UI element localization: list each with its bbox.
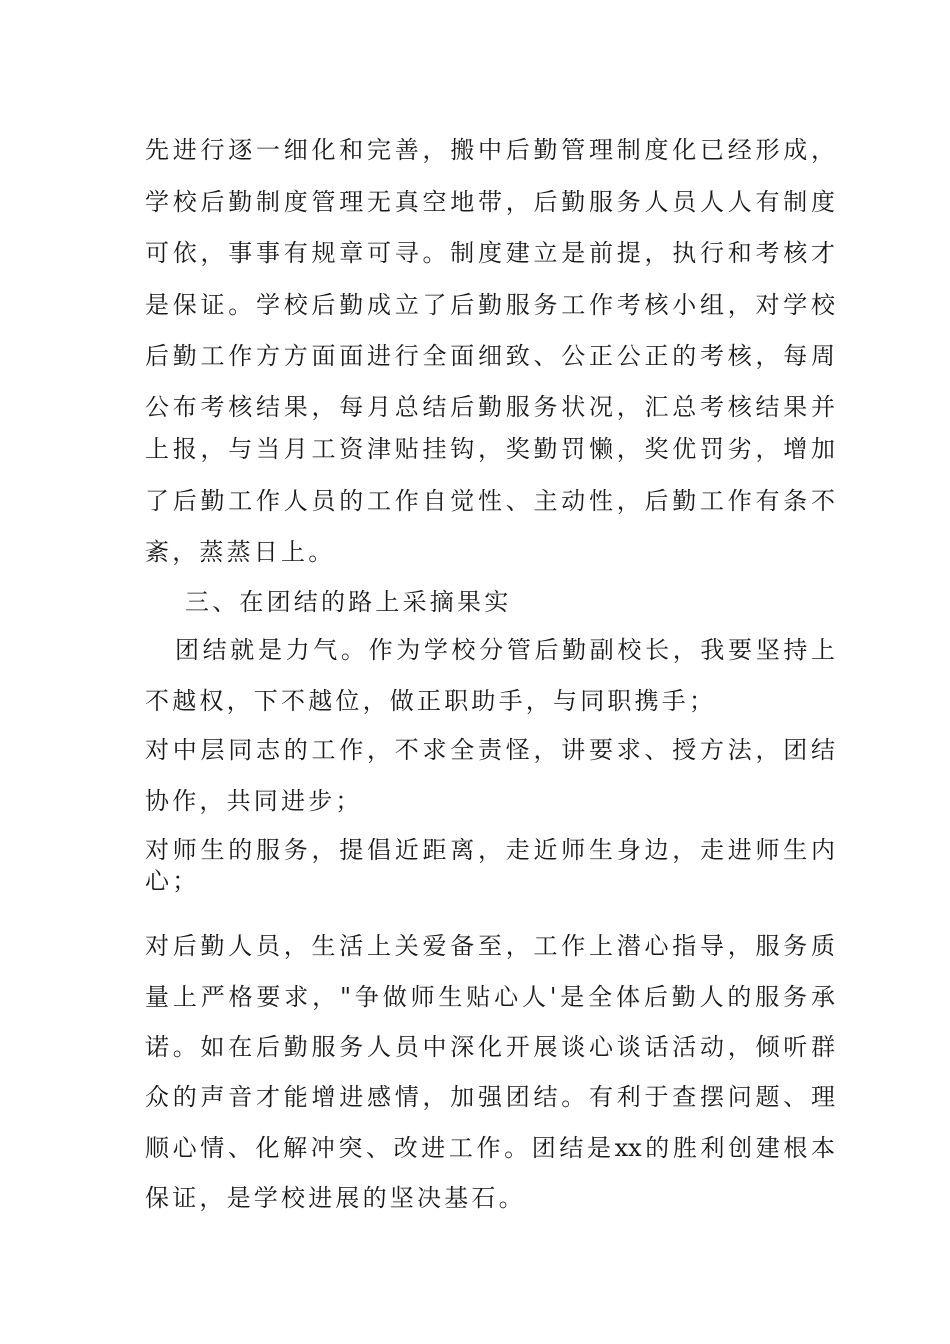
text-line: 顺心情、化解冲突、改进工作。团结是xx的胜利创建根本 [145,1134,835,1162]
section-heading: 三、在团结的路上采摘果实 [185,588,512,616]
text-line: 不越权，下不越位，做正职助手，与同职携手； [145,687,717,715]
text-line: 保证，是学校进展的坚决基石。 [145,1184,526,1212]
text-line: 心； [145,867,200,895]
text-line: 众的声音才能增进感情，加强团结。有利于查摆问题、理 [145,1083,835,1111]
text-line: 对师生的服务，提倡近距离，走近师生身边，走进师生内 [145,836,835,864]
text-line: 对中层同志的工作，不求全责怪，讲要求、授方法，团结 [145,736,835,764]
text-line: 可依，事事有规章可寻。制度建立是前提，执行和考核才 [145,239,835,267]
text-line: 诺。如在后勤服务人员中深化开展谈心谈话活动，倾听群 [145,1033,835,1061]
text-line: 上报，与当月工资津贴挂钩，奖勤罚懒，奖优罚劣，增加 [145,435,835,463]
text-line: 公布考核结果，每月总结后勤服务状况，汇总考核结果并 [145,393,835,421]
text-line: 了后勤工作人员的工作自觉性、主动性，后勤工作有条不 [145,487,835,515]
text-line: 紊，蒸蒸日上。 [145,538,336,566]
text-line: 对后勤人员，生活上关爱备至，工作上潜心指导，服务质 [145,932,835,960]
text-line: 先进行逐一细化和完善，搬中后勤管理制度化已经形成， [145,136,835,164]
text-line: 后勤工作方方面面进行全面细致、公正公正的考核，每周 [145,342,835,370]
text-line: 团结就是力气。作为学校分管后勤副校长，我要坚持上 [175,636,835,664]
text-line: 是保证。学校后勤成立了后勤服务工作考核小组，对学校 [145,291,835,319]
text-line: 量上严格要求，"争做师生贴心人'是全体后勤人的服务承 [145,983,835,1011]
text-line: 协作，共同进步； [145,787,363,815]
text-line: 学校后勤制度管理无真空地带，后勤服务人员人人有制度 [145,188,835,216]
